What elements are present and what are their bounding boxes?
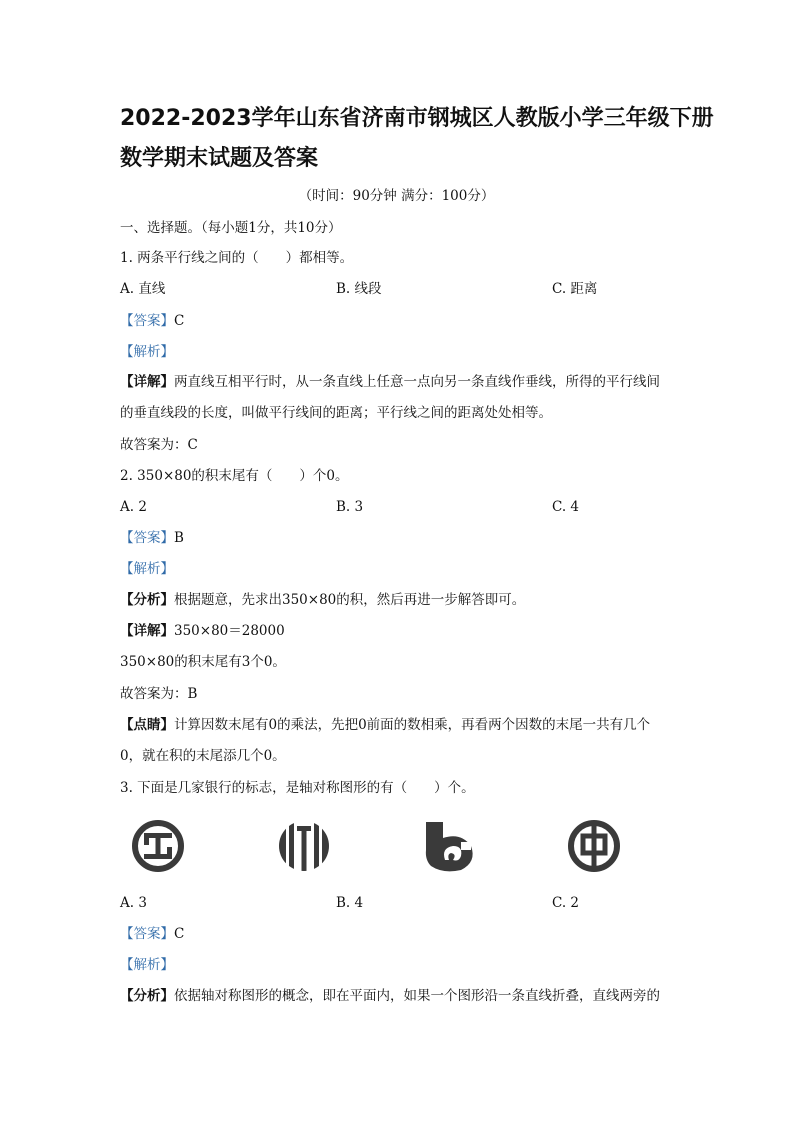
bank-logo-1-icon	[130, 818, 186, 874]
answer-value: B	[174, 530, 184, 546]
detail-tag: 【详解】	[120, 374, 174, 390]
q2-detail-line-2: 350×80的积末尾有3个0。	[120, 654, 286, 670]
section-heading: 一、选择题。（每小题1分，共10分）	[120, 220, 342, 236]
fenxi-text: 根据题意，先求出350×80的积，然后再进一步解答即可。	[174, 592, 526, 608]
q1-analysis-tag: 【解析】	[120, 344, 174, 360]
question-1-stem: 1. 两条平行线之间的（ ）都相等。	[120, 250, 354, 266]
question-2-stem: 2. 350×80的积末尾有（ ）个0。	[120, 468, 349, 484]
doc-title-line-2: 数学期末试题及答案	[120, 146, 319, 171]
bank-logo-2-icon	[276, 818, 332, 874]
q3-analysis-tag: 【解析】	[120, 957, 174, 973]
bank-logo-3-icon	[421, 818, 477, 874]
bank-logo-4-icon	[566, 818, 622, 874]
q1-answer	[120, 313, 184, 329]
q2-option-c: C. 4	[552, 499, 580, 515]
answer-value: C	[174, 926, 185, 942]
detail-tag: 【详解】	[120, 623, 174, 639]
answer-tag: 【答案】	[120, 313, 174, 329]
q1-option-a: A. 直线	[120, 281, 166, 297]
q3-option-a: A. 3	[120, 895, 147, 911]
answer-value: C	[174, 313, 185, 329]
q2-analysis-tag: 【解析】	[120, 561, 174, 577]
answer-tag: 【答案】	[120, 530, 174, 546]
time-info: （时间：90分钟 满分：100分）	[298, 188, 495, 204]
q3-option-c: C. 2	[552, 895, 580, 911]
q1-option-c: C. 距离	[552, 281, 598, 297]
fenxi-tag: 【分析】	[120, 988, 174, 1004]
q2-final: 故答案为：B	[120, 686, 198, 702]
q1-detail-line-1	[120, 374, 660, 390]
question-3-stem: 3. 下面是几家银行的标志，是轴对称图形的有（ ）个。	[120, 780, 475, 796]
q2-dianjing-line-2: 0，就在积的末尾添几个0。	[120, 748, 286, 764]
fenxi-tag: 【分析】	[120, 592, 174, 608]
q2-option-a: A. 2	[120, 499, 147, 515]
answer-tag: 【答案】	[120, 926, 174, 942]
dianjing-tag: 【点睛】	[120, 717, 174, 733]
q1-option-b: B. 线段	[336, 281, 382, 297]
detail-text: 350×80＝28000	[174, 623, 285, 639]
q1-final: 故答案为：C	[120, 437, 198, 453]
q3-fenxi	[120, 988, 660, 1004]
detail-text: 两直线互相平行时，从一条直线上任意一点向另一条直线作垂线，所得的平行线间	[174, 374, 660, 390]
fenxi-text: 依据轴对称图形的概念，即在平面内，如果一个图形沿一条直线折叠，直线两旁的	[174, 988, 660, 1004]
q2-fenxi	[120, 592, 525, 608]
q2-answer	[120, 530, 184, 546]
doc-title-line-1: 2022-2023学年山东省济南市钢城区人教版小学三年级下册	[120, 106, 714, 131]
q1-detail-line-2: 的垂直线段的长度，叫做平行线间的距离；平行线之间的距离处处相等。	[120, 405, 552, 421]
q3-option-b: B. 4	[336, 895, 364, 911]
q2-dianjing-line-1	[120, 717, 650, 733]
q2-option-b: B. 3	[336, 499, 364, 515]
q2-detail-line-1	[120, 623, 285, 639]
dianjing-text: 计算因数末尾有0的乘法，先把0前面的数相乘，再看两个因数的末尾一共有几个	[174, 717, 651, 733]
q3-answer	[120, 926, 184, 942]
